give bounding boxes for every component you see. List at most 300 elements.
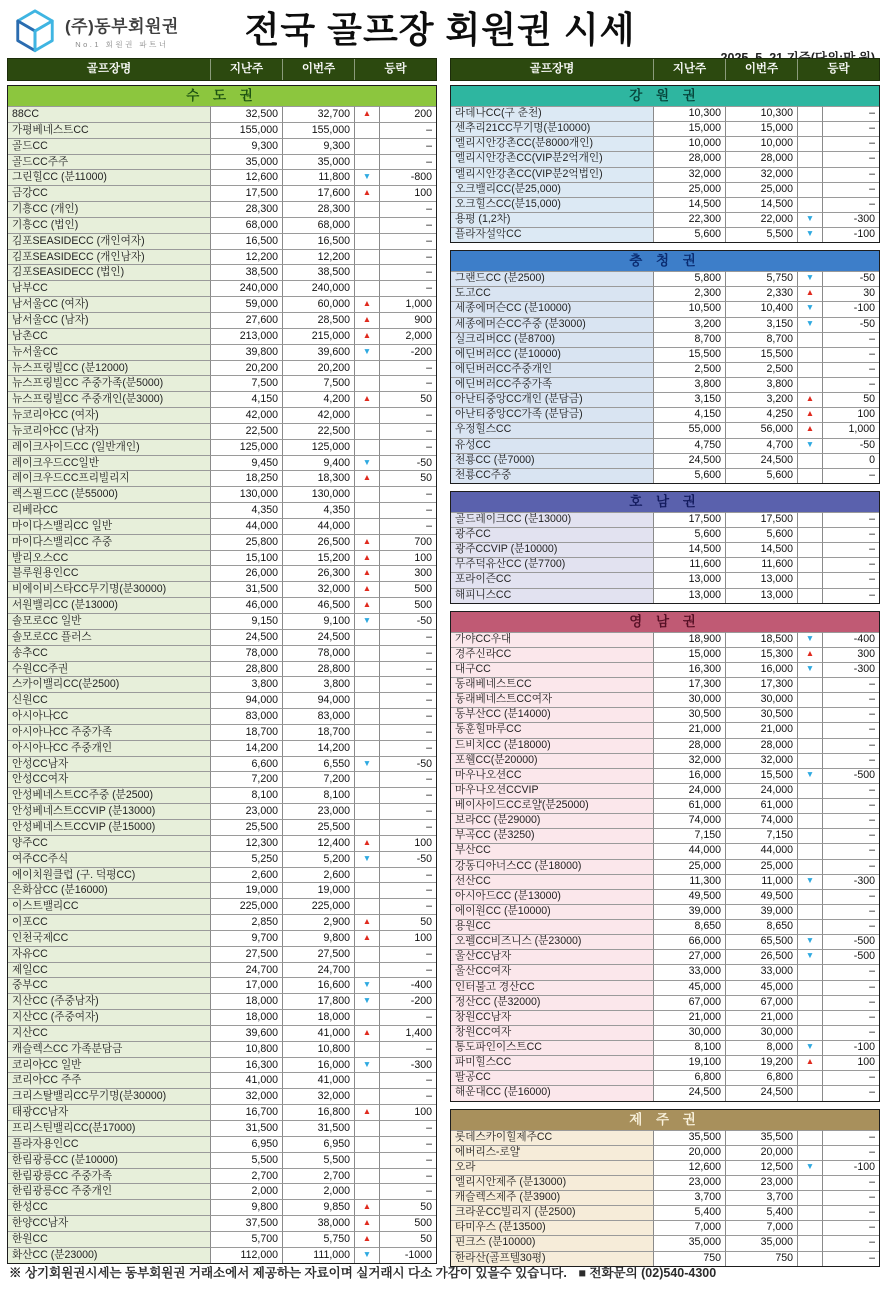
golf-course-name: 오크밸리CC(분25,000) <box>451 182 653 197</box>
no-change-icon <box>354 1183 379 1199</box>
this-week-price: 60,000 <box>282 296 354 312</box>
no-change-icon <box>354 1136 379 1152</box>
change-amount: -300 <box>822 212 879 227</box>
down-arrow-glyph: ▼ <box>805 438 815 449</box>
price-row <box>451 271 879 286</box>
last-week-price: 11,300 <box>653 874 725 889</box>
last-week-price: 19,000 <box>210 882 282 898</box>
no-change-icon <box>797 980 822 995</box>
last-week-price: 7,150 <box>653 828 725 843</box>
last-week-price: 20,000 <box>653 1145 725 1160</box>
price-row <box>8 1104 436 1120</box>
golf-course-name: 한림광릉CC (분10000) <box>8 1152 210 1168</box>
up-arrow-glyph: ▲ <box>362 931 372 942</box>
no-change-icon <box>797 106 822 121</box>
no-change-icon <box>797 453 822 468</box>
this-week-price: 18,700 <box>282 724 354 740</box>
down-arrow-icon <box>797 1040 822 1055</box>
last-week-price: 8,100 <box>210 787 282 803</box>
price-row <box>451 468 879 483</box>
no-change-icon <box>354 407 379 423</box>
change-amount: – <box>822 468 879 483</box>
golf-course-name: 레이크우드CC일반 <box>8 455 210 471</box>
no-change-icon <box>797 332 822 347</box>
golf-course-name: 동부산CC (분14000) <box>451 707 653 722</box>
no-change-icon <box>797 813 822 828</box>
up-arrow-glyph: ▲ <box>362 1232 372 1243</box>
golf-course-name: 보라CC (분29000) <box>451 813 653 828</box>
last-week-price: 16,300 <box>210 1057 282 1073</box>
last-week-price: 22,500 <box>210 423 282 439</box>
no-change-icon <box>354 1152 379 1168</box>
up-arrow-glyph: ▲ <box>362 1106 372 1117</box>
last-week-price: 24,700 <box>210 962 282 978</box>
change-amount: – <box>822 512 879 527</box>
change-amount: – <box>822 919 879 934</box>
golf-course-name: 뉴스프링빌CC 주중개인(분3000) <box>8 391 210 407</box>
no-change-icon <box>354 1041 379 1057</box>
last-week-price: 2,500 <box>653 362 725 377</box>
golf-course-name: 가평베네스트CC <box>8 122 210 138</box>
price-row <box>8 138 436 154</box>
change-amount: 100 <box>379 930 436 946</box>
price-row <box>8 296 436 312</box>
golf-course-name: 골드CC <box>8 138 210 154</box>
golf-course-name: 지산CC <box>8 1025 210 1041</box>
price-row <box>8 1215 436 1231</box>
down-arrow-glyph: ▼ <box>362 1058 372 1069</box>
down-arrow-icon <box>354 993 379 1009</box>
this-week-price: 16,000 <box>282 1057 354 1073</box>
price-row <box>451 707 879 722</box>
change-amount: – <box>822 1235 879 1250</box>
price-row <box>451 572 879 587</box>
this-week-price: 2,900 <box>282 914 354 930</box>
golf-course-name: 라데나CC(구 춘천) <box>451 106 653 121</box>
this-week-price: 17,800 <box>282 993 354 1009</box>
this-week-price: 5,500 <box>282 1152 354 1168</box>
this-week-price: 32,000 <box>725 167 797 182</box>
golf-course-name: 뉴코리아CC (여자) <box>8 407 210 423</box>
golf-course-name: 여주CC주식 <box>8 851 210 867</box>
last-week-price: 23,000 <box>210 803 282 819</box>
price-row <box>451 1160 879 1175</box>
last-week-price: 24,500 <box>653 1085 725 1100</box>
price-row <box>451 362 879 377</box>
no-change-icon <box>354 867 379 883</box>
price-row <box>8 185 436 201</box>
price-row <box>8 1072 436 1088</box>
down-arrow-glyph: ▼ <box>805 950 815 961</box>
section-header-yeongnam: 영 남 권 <box>451 612 879 632</box>
this-week-price: 83,000 <box>282 708 354 724</box>
last-week-price: 14,500 <box>653 542 725 557</box>
change-amount: – <box>379 407 436 423</box>
this-week-price: 16,600 <box>282 977 354 993</box>
up-arrow-icon <box>354 835 379 851</box>
golf-course-name: 금강CC <box>8 185 210 201</box>
golf-course-name: 캐슬렉스제주 (분3900) <box>451 1190 653 1205</box>
price-row <box>8 661 436 677</box>
change-amount: 30 <box>822 286 879 301</box>
last-week-price: 28,000 <box>653 738 725 753</box>
price-row <box>8 217 436 233</box>
last-week-price: 41,000 <box>210 1072 282 1088</box>
no-change-icon <box>354 217 379 233</box>
up-arrow-glyph: ▲ <box>805 1056 815 1067</box>
no-change-icon <box>354 676 379 692</box>
col-header-lastweek: 지난주 <box>210 59 282 80</box>
golf-course-name: 마우나오션CCVIP <box>451 783 653 798</box>
down-arrow-icon <box>797 317 822 332</box>
this-week-price: 14,500 <box>725 197 797 212</box>
golf-course-name: 남촌CC <box>8 328 210 344</box>
last-week-price: 39,800 <box>210 344 282 360</box>
price-row <box>451 407 879 422</box>
this-week-price: 35,500 <box>725 1130 797 1145</box>
golf-course-name: 지산CC (주중남자) <box>8 993 210 1009</box>
price-row <box>451 121 879 136</box>
no-change-icon <box>797 904 822 919</box>
change-amount: -200 <box>379 344 436 360</box>
change-amount: – <box>379 1072 436 1088</box>
golf-course-name: 유성CC <box>451 438 653 453</box>
change-amount: – <box>379 280 436 296</box>
change-amount: – <box>379 676 436 692</box>
this-week-price: 3,200 <box>725 392 797 407</box>
no-change-icon <box>354 264 379 280</box>
this-week-price: 7,500 <box>282 375 354 391</box>
price-row <box>8 740 436 756</box>
last-week-price: 3,150 <box>653 392 725 407</box>
last-week-price: 23,000 <box>653 1175 725 1190</box>
change-amount: – <box>822 1190 879 1205</box>
golf-course-name: 에딘버러CC주중가족 <box>451 377 653 392</box>
change-amount: – <box>822 572 879 587</box>
down-arrow-icon <box>354 851 379 867</box>
this-week-price: 5,750 <box>725 271 797 286</box>
last-week-price: 17,500 <box>653 512 725 527</box>
last-week-price: 12,600 <box>210 169 282 185</box>
golf-course-name: 이스트밸리CC <box>8 898 210 914</box>
no-change-icon <box>797 347 822 362</box>
this-week-price: 111,000 <box>282 1247 354 1263</box>
change-amount: 900 <box>379 312 436 328</box>
change-amount: 100 <box>822 1055 879 1070</box>
up-arrow-icon <box>797 422 822 437</box>
golf-course-name: 캐슬렉스CC 가족분담금 <box>8 1041 210 1057</box>
change-amount: – <box>379 1136 436 1152</box>
no-change-icon <box>797 362 822 377</box>
left-sections <box>7 85 437 1264</box>
last-week-price: 15,500 <box>653 347 725 362</box>
price-row <box>451 197 879 212</box>
no-change-icon <box>797 1175 822 1190</box>
last-week-price: 8,700 <box>653 332 725 347</box>
price-row <box>8 1199 436 1215</box>
this-week-price: 39,600 <box>282 344 354 360</box>
price-row <box>451 632 879 647</box>
last-week-price: 2,700 <box>210 1168 282 1184</box>
this-week-price: 25,000 <box>725 859 797 874</box>
last-week-price: 15,000 <box>653 121 725 136</box>
change-amount: – <box>379 1183 436 1199</box>
section-gangwon <box>450 85 880 243</box>
golf-course-name: 인천국제CC <box>8 930 210 946</box>
this-week-price: 35,000 <box>282 154 354 170</box>
change-amount: – <box>822 182 879 197</box>
last-week-price: 18,250 <box>210 470 282 486</box>
price-row <box>8 597 436 613</box>
this-week-price: 4,350 <box>282 502 354 518</box>
change-amount: – <box>822 121 879 136</box>
change-amount: – <box>822 722 879 737</box>
this-week-price: 4,700 <box>725 438 797 453</box>
last-week-price: 32,000 <box>653 167 725 182</box>
this-week-price: 7,000 <box>725 1220 797 1235</box>
change-amount: 1,000 <box>379 296 436 312</box>
golf-course-name: 아난티중앙CC개인 (분담금) <box>451 392 653 407</box>
change-amount: -100 <box>822 227 879 242</box>
last-week-price: 155,000 <box>210 122 282 138</box>
change-amount: – <box>822 692 879 707</box>
no-change-icon <box>797 995 822 1010</box>
last-week-price: 32,000 <box>653 753 725 768</box>
change-amount: 50 <box>379 1199 436 1215</box>
golf-course-name: 이포CC <box>8 914 210 930</box>
this-week-price: 16,500 <box>282 233 354 249</box>
golf-course-name: 엘리시안강촌CC(VIP분2억개인) <box>451 151 653 166</box>
no-change-icon <box>797 136 822 151</box>
price-row <box>451 512 879 527</box>
golf-course-name: 세종에머슨CC (분10000) <box>451 301 653 316</box>
last-week-price: 31,500 <box>210 581 282 597</box>
up-arrow-icon <box>354 930 379 946</box>
golf-course-name: 오라 <box>451 1160 653 1175</box>
this-week-price: 21,000 <box>725 722 797 737</box>
this-week-price: 32,000 <box>282 1088 354 1104</box>
price-row <box>451 919 879 934</box>
change-amount: – <box>379 201 436 217</box>
price-row <box>451 212 879 227</box>
last-week-price: 13,000 <box>653 588 725 603</box>
last-week-price: 49,500 <box>653 889 725 904</box>
this-week-price: 5,500 <box>725 227 797 242</box>
no-change-icon <box>797 151 822 166</box>
this-week-price: 19,000 <box>282 882 354 898</box>
this-week-price: 38,000 <box>282 1215 354 1231</box>
up-arrow-glyph: ▲ <box>362 393 372 404</box>
golf-course-name: 한림광릉CC 주중가족 <box>8 1168 210 1184</box>
change-amount: – <box>379 502 436 518</box>
change-amount: – <box>379 962 436 978</box>
change-amount: – <box>379 122 436 138</box>
no-change-icon <box>354 201 379 217</box>
change-amount: -800 <box>379 169 436 185</box>
golf-course-name: 양주CC <box>8 835 210 851</box>
price-row <box>8 1168 436 1184</box>
golf-course-name: 가야CC우대 <box>451 632 653 647</box>
change-amount: – <box>822 995 879 1010</box>
price-row <box>8 946 436 962</box>
golf-course-name: 강동디아너스CC (분18000) <box>451 859 653 874</box>
golf-course-name: 동훈힐마루CC <box>451 722 653 737</box>
this-week-price: 18,000 <box>282 1009 354 1025</box>
change-amount: -50 <box>379 851 436 867</box>
price-row <box>451 995 879 1010</box>
up-arrow-icon <box>354 597 379 613</box>
golf-course-name: 김포SEASIDECC (개인여자) <box>8 233 210 249</box>
this-week-price: 22,000 <box>725 212 797 227</box>
golf-course-name: 팔공CC <box>451 1070 653 1085</box>
up-arrow-icon <box>354 391 379 407</box>
last-week-price: 12,200 <box>210 249 282 265</box>
change-amount: – <box>822 1251 879 1266</box>
down-arrow-icon <box>797 874 822 889</box>
change-amount: – <box>822 527 879 542</box>
up-arrow-glyph: ▲ <box>362 298 372 309</box>
this-week-price: 9,850 <box>282 1199 354 1215</box>
this-week-price: 3,800 <box>282 676 354 692</box>
up-arrow-glyph: ▲ <box>362 551 372 562</box>
last-week-price: 16,500 <box>210 233 282 249</box>
last-week-price: 112,000 <box>210 1247 282 1263</box>
change-amount: -200 <box>379 993 436 1009</box>
change-amount: 50 <box>379 470 436 486</box>
change-amount: -100 <box>822 1040 879 1055</box>
up-arrow-glyph: ▲ <box>805 393 815 404</box>
down-arrow-icon <box>797 271 822 286</box>
price-row <box>451 859 879 874</box>
no-change-icon <box>354 708 379 724</box>
down-arrow-icon <box>354 977 379 993</box>
this-week-price: 8,650 <box>725 919 797 934</box>
last-week-price: 5,250 <box>210 851 282 867</box>
golf-course-name: 타미우스 (분13500) <box>451 1220 653 1235</box>
last-week-price: 39,600 <box>210 1025 282 1041</box>
last-week-price: 7,200 <box>210 771 282 787</box>
change-amount: -500 <box>822 768 879 783</box>
this-week-price: 3,800 <box>725 377 797 392</box>
last-week-price: 17,000 <box>210 977 282 993</box>
change-amount: -50 <box>379 756 436 772</box>
golf-course-name: 용평 (1,2차) <box>451 212 653 227</box>
change-amount: – <box>379 217 436 233</box>
golf-course-name: 울산CC여자 <box>451 964 653 979</box>
this-week-price: 32,000 <box>725 753 797 768</box>
price-row <box>451 1040 879 1055</box>
change-amount: – <box>822 677 879 692</box>
price-row <box>8 898 436 914</box>
this-week-price: 27,500 <box>282 946 354 962</box>
no-change-icon <box>797 588 822 603</box>
last-week-price: 17,300 <box>653 677 725 692</box>
price-row <box>8 1120 436 1136</box>
last-week-price: 74,000 <box>653 813 725 828</box>
change-amount: – <box>379 375 436 391</box>
last-week-price: 28,300 <box>210 201 282 217</box>
this-week-price: 16,000 <box>725 662 797 677</box>
golf-course-name: 크라운CC빌리지 (분2500) <box>451 1205 653 1220</box>
this-week-price: 56,000 <box>725 422 797 437</box>
change-amount: 300 <box>379 565 436 581</box>
this-week-price: 2,600 <box>282 867 354 883</box>
price-row <box>451 151 879 166</box>
change-amount: – <box>822 707 879 722</box>
price-row <box>451 1145 879 1160</box>
this-week-price: 28,800 <box>282 661 354 677</box>
section-sudogwon <box>7 85 437 1264</box>
table-header-right <box>450 58 880 81</box>
no-change-icon <box>797 167 822 182</box>
this-week-price: 24,500 <box>282 629 354 645</box>
no-change-icon <box>354 486 379 502</box>
last-week-price: 26,000 <box>210 565 282 581</box>
no-change-icon <box>797 859 822 874</box>
golf-course-name: 창원CC남자 <box>451 1010 653 1025</box>
this-week-price: 19,200 <box>725 1055 797 1070</box>
down-arrow-glyph: ▼ <box>805 874 815 885</box>
price-row <box>8 867 436 883</box>
this-week-price: 20,000 <box>725 1145 797 1160</box>
this-week-price: 9,100 <box>282 613 354 629</box>
change-amount: – <box>822 197 879 212</box>
price-row <box>451 964 879 979</box>
no-change-icon <box>797 1070 822 1085</box>
no-change-icon <box>797 753 822 768</box>
no-change-icon <box>797 738 822 753</box>
price-row <box>8 344 436 360</box>
up-arrow-icon <box>797 407 822 422</box>
no-change-icon <box>797 692 822 707</box>
change-amount: – <box>822 136 879 151</box>
price-row <box>451 692 879 707</box>
golf-course-name: 엘리시안강촌CC(분8000개인) <box>451 136 653 151</box>
this-week-price: 4,250 <box>725 407 797 422</box>
golf-course-name: 크리스탈밸리CC무기명(분30000) <box>8 1088 210 1104</box>
left-column <box>7 58 437 1264</box>
no-change-icon <box>354 154 379 170</box>
this-week-price: 41,000 <box>282 1072 354 1088</box>
no-change-icon <box>354 819 379 835</box>
price-row <box>8 169 436 185</box>
no-change-icon <box>797 1085 822 1100</box>
last-week-price: 28,800 <box>210 661 282 677</box>
last-week-price: 28,000 <box>653 151 725 166</box>
change-amount: – <box>379 518 436 534</box>
this-week-price: 12,400 <box>282 835 354 851</box>
golf-course-name: 88CC <box>8 106 210 122</box>
this-week-price: 31,500 <box>282 1120 354 1136</box>
up-arrow-icon <box>354 296 379 312</box>
section-yeongnam <box>450 611 880 1102</box>
price-row <box>8 914 436 930</box>
company-tagline: No.1 회원권 파트너 <box>75 40 169 49</box>
golf-course-name: 한성CC <box>8 1199 210 1215</box>
down-arrow-glyph: ▼ <box>362 171 372 182</box>
golf-course-name: 레이크사이드CC (일반개인) <box>8 439 210 455</box>
down-arrow-icon <box>797 632 822 647</box>
up-arrow-icon <box>354 581 379 597</box>
price-row <box>451 588 879 603</box>
price-row <box>8 502 436 518</box>
this-week-price: 15,500 <box>725 347 797 362</box>
price-row <box>8 106 436 122</box>
this-week-price: 6,950 <box>282 1136 354 1152</box>
change-amount: – <box>379 819 436 835</box>
price-row <box>451 738 879 753</box>
change-amount: – <box>379 360 436 376</box>
